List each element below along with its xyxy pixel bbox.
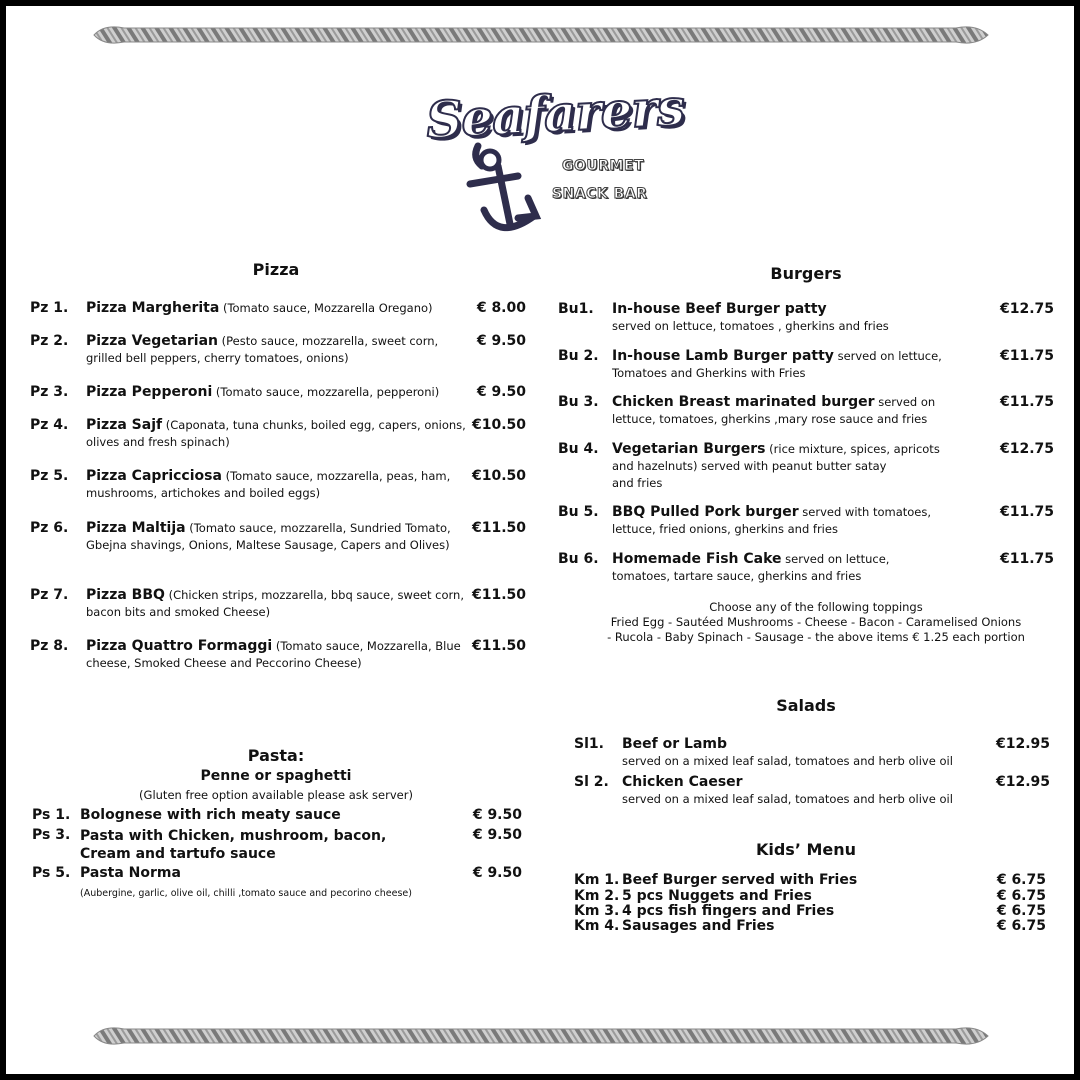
item-name: Pizza Maltija xyxy=(86,520,186,536)
list-item xyxy=(574,774,1050,808)
rope-border-top xyxy=(84,18,996,52)
item-desc: served on a mixed leaf salad, tomatoes and herb olive oil xyxy=(622,792,953,806)
item-code: Bu 4. xyxy=(558,441,599,457)
item-code: Bu 5. xyxy=(558,504,599,520)
item-code: Bu 2. xyxy=(558,348,599,364)
item-name: Pizza Quattro Formaggi xyxy=(86,638,273,654)
item-desc: (Tomato sauce, mozzarella, pepperoni) xyxy=(212,385,440,399)
item-code: Ps 1. xyxy=(32,807,71,823)
item-code: Pz 2. xyxy=(30,333,69,349)
item-price: € 8.00 xyxy=(476,300,526,316)
salads-title: Salads xyxy=(776,696,836,715)
item-price: € 6.75 xyxy=(996,918,1046,934)
item-code: Km 2. xyxy=(574,888,620,904)
item-code: Ps 5. xyxy=(32,865,71,881)
kids-title: Kids’ Menu xyxy=(755,840,857,859)
item-code: Pz 1. xyxy=(30,300,69,316)
item-name: Bolognese with rich meaty sauce xyxy=(80,807,341,823)
anchor-icon xyxy=(448,136,558,244)
item-name: In-house Lamb Burger patty xyxy=(612,348,834,364)
item-code: Pz 4. xyxy=(30,417,69,433)
item-price: €11.75 xyxy=(999,504,1054,520)
item-code: Sl1. xyxy=(574,736,604,752)
pasta-norma-desc: (Aubergine, garlic, olive oil, chilli ,tomato sauce and pecorino cheese) xyxy=(80,888,412,899)
item-desc: (rice mixture, spices, apricots xyxy=(765,442,940,456)
logo-script: Seafarers xyxy=(424,77,686,150)
item-name: Beef or Lamb xyxy=(622,736,727,752)
item-name: Pizza Pepperoni xyxy=(86,384,213,400)
item-code: Km 4. xyxy=(574,918,620,934)
item-code: Bu 3. xyxy=(558,394,599,410)
item-name: Pizza BBQ xyxy=(86,587,165,603)
item-name: 5 pcs Nuggets and Fries xyxy=(622,888,812,904)
item-price: € 9.50 xyxy=(472,807,522,823)
logo-gourmet: GOURMET xyxy=(562,158,645,174)
item-price: € 9.50 xyxy=(472,865,522,881)
item-code: Bu1. xyxy=(558,301,594,317)
item-desc: and fries xyxy=(612,476,663,490)
item-desc: (Chicken strips, mozzarella, bbq sauce, sweet corn, bacon bits and smoked Cheese) xyxy=(86,588,464,619)
item-code: Sl 2. xyxy=(574,774,609,790)
item-desc: Tomatoes and Gherkins with Fries xyxy=(612,366,806,380)
rope-border-bottom xyxy=(84,1019,996,1053)
item-desc: served on xyxy=(874,395,936,409)
item-name: Pizza Capricciosa xyxy=(86,468,222,484)
pasta-subtitle: Penne or spaghetti xyxy=(200,768,352,784)
item-price: €11.75 xyxy=(999,348,1054,364)
pasta-gluten-note: (Gluten free option available please ask server) xyxy=(139,788,413,802)
item-name: Pasta with Chicken, mushroom, bacon, Cream and tartufo sauce xyxy=(80,828,387,862)
item-price: €10.50 xyxy=(471,468,526,484)
item-desc: (Tomato sauce, mozzarella, peas, ham, mushrooms, artichokes and boiled eggs) xyxy=(86,469,451,500)
item-price: € 9.50 xyxy=(476,333,526,349)
toppings-line: - Rucola - Baby Spinach - Sausage - the above items € 1.25 each portion xyxy=(607,630,1025,644)
item-code: Pz 3. xyxy=(30,384,69,400)
item-desc: lettuce, tomatoes, gherkins ,mary rose sauce and fries xyxy=(612,412,928,426)
item-price: €12.75 xyxy=(999,301,1054,317)
item-desc: and hazelnuts) served with peanut butter satay xyxy=(612,459,887,473)
item-name: In-house Beef Burger patty xyxy=(612,301,827,317)
item-name: Pasta Norma xyxy=(80,865,181,881)
item-price: € 9.50 xyxy=(476,384,526,400)
item-desc: served on lettuce, xyxy=(833,349,942,363)
item-price: €11.75 xyxy=(999,551,1054,567)
menu-page xyxy=(6,6,1074,1074)
burgers-title: Burgers xyxy=(770,264,842,283)
toppings-line: Choose any of the following toppings xyxy=(709,600,923,614)
item-price: €12.95 xyxy=(995,736,1050,752)
item-desc: (Tomato sauce, Mozzarella, Blue cheese, Smoked Cheese and Peccorino Cheese) xyxy=(86,639,461,670)
item-name: Pizza Sajf xyxy=(86,417,163,433)
toppings-note xyxy=(606,600,1026,645)
pasta-title: Pasta: xyxy=(247,746,305,765)
item-name: Chicken Breast marinated burger xyxy=(612,394,875,410)
item-price: €11.50 xyxy=(471,587,526,603)
item-code: Km 3. xyxy=(574,903,620,919)
toppings-line: Fried Egg - Sautéed Mushrooms - Cheese - Bacon - Caramelised Onions xyxy=(610,615,1022,629)
item-name: Vegetarian Burgers xyxy=(612,441,766,457)
item-price: €12.95 xyxy=(995,774,1050,790)
list-item xyxy=(574,736,1050,770)
item-price: € 9.50 xyxy=(472,827,522,843)
item-price: €12.75 xyxy=(999,441,1054,457)
item-code: Pz 8. xyxy=(30,638,69,654)
item-desc: (Tomato sauce, Mozzarella Oregano) xyxy=(219,301,433,315)
item-desc: (Caponata, tuna chunks, boiled egg, capers, onions, olives and fresh spinach) xyxy=(86,418,466,449)
item-price: € 6.75 xyxy=(996,888,1046,904)
item-name: BBQ Pulled Pork burger xyxy=(612,504,799,520)
item-code: Pz 6. xyxy=(30,520,69,536)
item-desc: tomatoes, tartare sauce, gherkins and fries xyxy=(612,569,862,583)
item-code: Pz 5. xyxy=(30,468,69,484)
item-desc: served on lettuce, xyxy=(781,552,890,566)
item-name: Pizza Vegetarian xyxy=(86,333,219,349)
item-price: €11.50 xyxy=(471,520,526,536)
item-price: € 6.75 xyxy=(996,903,1046,919)
seafarers-logo xyxy=(422,74,686,242)
item-desc: lettuce, fried onions, gherkins and fries xyxy=(612,522,838,536)
item-price: €10.50 xyxy=(471,417,526,433)
item-name: Beef Burger served with Fries xyxy=(622,872,858,888)
item-desc: (Tomato sauce, mozzarella, Sundried Tomato, Gbejna shavings, Onions, Maltese Sausage, Capers and Olives) xyxy=(86,521,451,552)
logo-snack-bar: SNACK BAR xyxy=(552,186,648,202)
item-price: €11.50 xyxy=(471,638,526,654)
item-price: € 6.75 xyxy=(996,872,1046,888)
pizza-title: Pizza xyxy=(252,260,300,279)
item-desc: served on lettuce, tomatoes , gherkins and fries xyxy=(612,319,889,333)
item-code: Ps 3. xyxy=(32,827,71,843)
item-code: Km 1. xyxy=(574,872,620,888)
item-name: Chicken Caeser xyxy=(622,774,743,790)
item-name: Sausages and Fries xyxy=(622,918,775,934)
item-price: €11.75 xyxy=(999,394,1054,410)
item-name: Pizza Margherita xyxy=(86,300,220,316)
item-code: Bu 6. xyxy=(558,551,599,567)
item-desc: (Pesto sauce, mozzarella, sweet corn, grilled bell peppers, cherry tomatoes, onions) xyxy=(86,334,439,365)
item-name: 4 pcs fish fingers and Fries xyxy=(622,903,835,919)
item-name: Homemade Fish Cake xyxy=(612,551,782,567)
item-desc: served on a mixed leaf salad, tomatoes and herb olive oil xyxy=(622,754,953,768)
item-desc: served with tomatoes, xyxy=(798,505,932,519)
item-code: Pz 7. xyxy=(30,587,69,603)
